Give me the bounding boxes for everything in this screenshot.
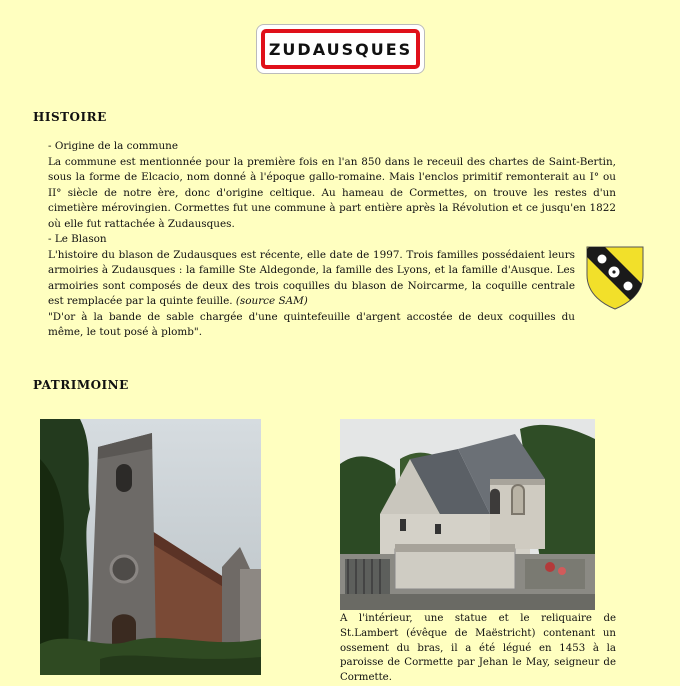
- patrimoine-heading: PATRIMOINE: [33, 378, 129, 392]
- blason-quote: "D'or à la bande de sable chargée d'une quintefeuille d'argent accostée de deux coquilles du même, le tout posé à plomb".: [48, 310, 575, 338]
- reliquary-caption: A l'intérieur, une statue et le reliquaire de St.Lambert (évêque de Maëstricht) contenant un ossement du bras, il a été légué en 1453 à la paroisse de Cormette par Jehan le May, seigneur de Cormette.: [340, 613, 616, 684]
- town-sign-text: ZUDAUSQUES: [261, 29, 420, 69]
- origine-paragraph: [48, 139, 616, 232]
- blason-subhead: - Le Blason: [48, 233, 107, 245]
- histoire-heading: HISTOIRE: [33, 110, 107, 124]
- coat-of-arms-icon: [585, 245, 645, 311]
- town-sign: [256, 24, 425, 74]
- blason-source: (source SAM): [235, 295, 308, 307]
- blason-text: L'histoire du blason de Zudausques est récente, elle date de 1997. Trois familles possédaient leurs armoiries à Zudausques : la famille Ste Aldegonde, la famille des Lyons, et la famille d'Ausque. Les armoiries sont composés de deux des trois coquilles du blason de Noircarme, la coquille centrale est remplacée par la quinte feuille.: [48, 248, 575, 307]
- blason-paragraph: [48, 232, 575, 341]
- origine-text: La commune est mentionnée pour la première fois en l'an 850 dans le receuil des chartes de Saint-Bertin, sous la forme de Elcacio, nom donné à l'époque gallo-romaine. Mais l'enclos primitif remonterait au I° ou II° siècle de notre ère, donc d'origine celtique. Au hameau de Cormettes, on trouve les restes d'un cimetière mérovingien. Cormettes fut une commune à part entière après la Révolution et ce jusqu'en 1822 où elle fut rattachée à Zudausques.: [48, 155, 616, 230]
- church-tower-photo: [40, 419, 261, 675]
- church-cemetery-photo: [340, 419, 595, 610]
- origine-subhead: - Origine de la commune: [48, 140, 178, 152]
